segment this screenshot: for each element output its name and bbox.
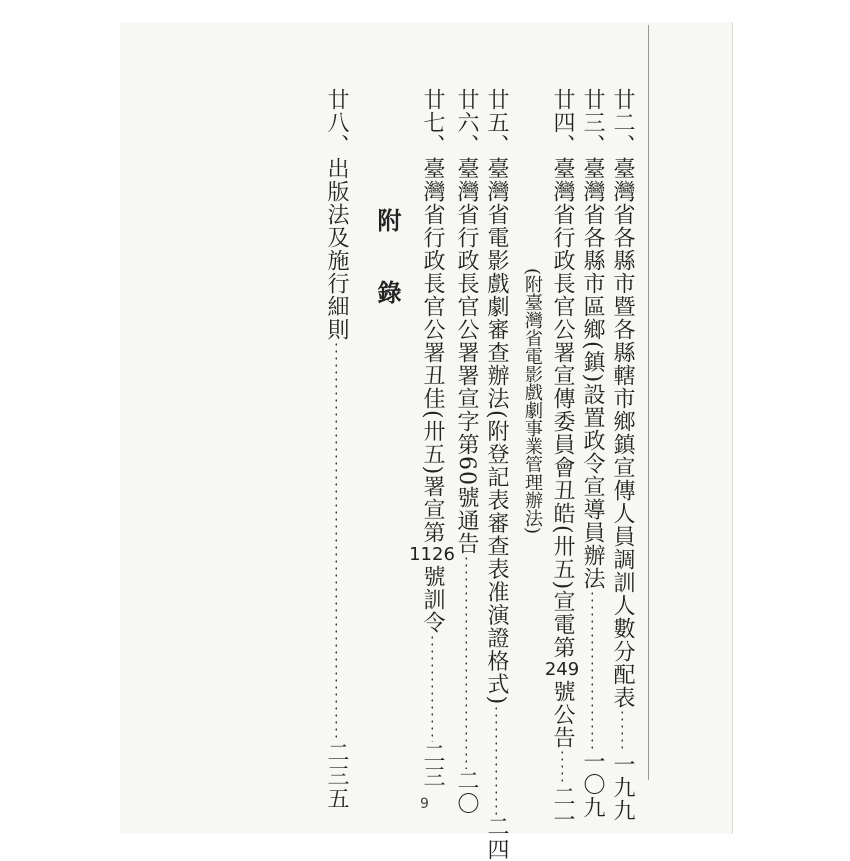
entry-page: 一九九 [610, 753, 635, 822]
entry-number: 廿二、 [610, 88, 635, 157]
entry-title: 臺灣省行政長官公署署宣字第60號通告 [454, 157, 479, 555]
entry-title: 臺灣省各縣市區鄉(鎮)設置政令宣導員辦法 [580, 157, 605, 591]
toc-entry-24 [544, 88, 580, 832]
entry-title: 臺灣省行政長官公署丑佳(卅五)署宣第 [420, 157, 445, 545]
entry-title: 臺灣省電影戲劇審查辦法(附登記表審查表准演證格式) [484, 157, 509, 706]
dot-leader [561, 749, 563, 785]
entry-title-number: 1126 [409, 544, 455, 566]
toc-entry-26 [452, 88, 480, 815]
entry-page: 二三五 [324, 741, 349, 810]
entry-page: 一〇九 [580, 750, 605, 820]
entry-number: 廿六、 [454, 88, 479, 157]
entry-title-end: 號訓令 [420, 565, 445, 635]
page-number: 9 [420, 796, 429, 812]
dot-leader [591, 590, 593, 750]
dot-leader [495, 705, 497, 815]
dot-leader [431, 634, 433, 742]
margin-line [648, 25, 649, 780]
toc-entry-25 [482, 88, 510, 861]
entry-page: 二三 [420, 742, 445, 789]
entry-title-number: 249 [544, 659, 580, 681]
entry-title: 臺灣省行政長官公署宣傳委員會丑皓(卅五)宣電第 [550, 157, 575, 660]
toc-entry-22 [608, 88, 636, 822]
toc-entry-23 [578, 88, 606, 819]
entry-number: 廿七、 [420, 88, 445, 157]
entry-title: 出版法及施行細則 [324, 157, 349, 341]
entry-title-end: 號公告 [550, 680, 575, 750]
toc-sub-entry [518, 268, 546, 534]
entry-number: 廿三、 [580, 88, 605, 157]
entry-page: 二〇 [454, 769, 479, 815]
appendix-heading: 附 錄 [373, 208, 402, 304]
entry-number: 廿四、 [550, 88, 575, 157]
entry-page: 二四 [484, 815, 509, 861]
entry-subtitle: (附臺灣省電影戲劇事業管理辦法) [522, 268, 543, 535]
toc-entry-28 [322, 88, 350, 810]
toc-entry-27 [409, 88, 455, 789]
entry-number: 廿五、 [484, 88, 509, 157]
entry-number: 廿八、 [324, 88, 349, 157]
dot-leader [335, 341, 337, 741]
dot-leader [465, 555, 467, 769]
entry-page: 二一 [550, 785, 575, 832]
dot-leader [621, 709, 623, 753]
entry-title: 臺灣省各縣市暨各縣轄市鄉鎮宣傳人員調訓人數分配表 [610, 157, 635, 709]
